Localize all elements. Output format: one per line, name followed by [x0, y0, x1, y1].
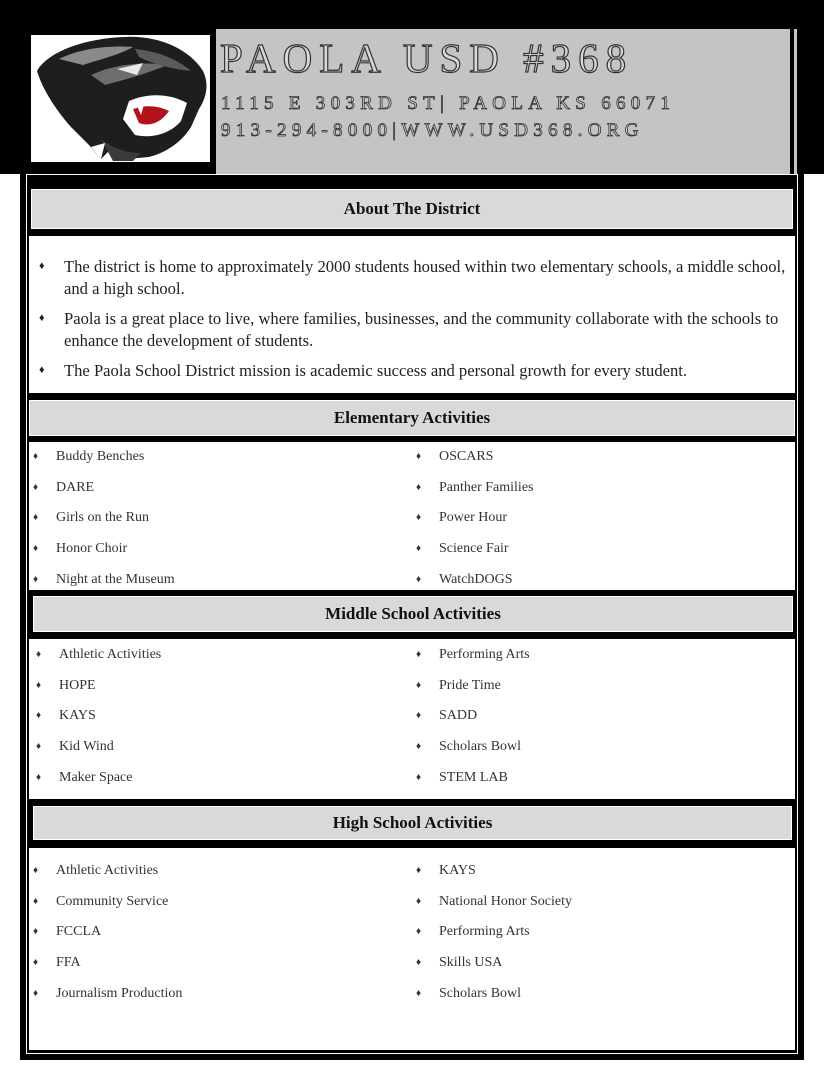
list-item: ♦ KAYS: [412, 856, 795, 887]
high-left-column: [29, 856, 412, 1009]
middle-left-column: [29, 640, 412, 793]
diamond-bullet-icon: ♦: [33, 573, 39, 585]
diamond-bullet-icon: ♦: [39, 260, 45, 272]
list-item: ♦ FCCLA: [29, 917, 412, 948]
list-item: ♦ SADD: [412, 701, 795, 732]
diamond-bullet-icon: ♦: [33, 987, 39, 999]
list-item: ♦ Athletic Activities: [32, 640, 412, 671]
diamond-bullet-icon: ♦: [416, 451, 422, 463]
list-item: ♦ The Paola School District mission is academic success and personal growth for every student.: [39, 361, 688, 380]
list-item: ♦ Athletic Activities: [29, 856, 412, 887]
high-school-panel: [29, 848, 795, 1050]
list-item: ♦ Night at the Museum: [29, 564, 412, 595]
diamond-bullet-icon: ♦: [33, 865, 39, 877]
diamond-bullet-icon: ♦: [416, 741, 422, 753]
diamond-bullet-icon: ♦: [33, 926, 39, 938]
list-item: ♦ DARE: [29, 473, 412, 504]
list-item: ♦ Skills USA: [412, 948, 795, 979]
diamond-bullet-icon: ♦: [416, 481, 422, 493]
middle-right-column: [412, 640, 795, 793]
list-item: ♦ Pride Time: [412, 671, 795, 702]
list-item: ♦ The district is home to approximately 2000 students housed within two elementary schools, a middle school, and a high school.: [39, 257, 786, 298]
list-item: ♦ Girls on the Run: [29, 503, 412, 534]
list-item: ♦ Journalism Production: [29, 978, 412, 1009]
list-item: ♦ Honor Choir: [29, 534, 412, 565]
diamond-bullet-icon: ♦: [416, 679, 422, 691]
diamond-bullet-icon: ♦: [416, 771, 422, 783]
list-item: ♦ WatchDOGS: [412, 564, 795, 595]
about-heading: About The District: [31, 189, 793, 229]
list-item: ♦ Maker Space: [32, 762, 412, 793]
list-item: ♦ Science Fair: [412, 534, 795, 565]
list-item: ♦ HOPE: [32, 671, 412, 702]
list-item: ♦ FFA: [29, 948, 412, 979]
district-address: 1115 E 303RD ST| PAOLA KS 66071: [221, 93, 676, 114]
district-name: PAOLA USD #368: [220, 35, 634, 81]
diamond-bullet-icon: ♦: [416, 865, 422, 877]
diamond-bullet-icon: ♦: [36, 710, 42, 722]
list-item: ♦ STEM LAB: [412, 762, 795, 793]
elementary-panel: [29, 442, 795, 590]
elementary-heading: Elementary Activities: [29, 400, 795, 436]
list-item: ♦ KAYS: [32, 701, 412, 732]
diamond-bullet-icon: ♦: [36, 741, 42, 753]
list-item: ♦ Panther Families: [412, 473, 795, 504]
diamond-bullet-icon: ♦: [36, 679, 42, 691]
list-item: ♦ Power Hour: [412, 503, 795, 534]
header-side-strip: [794, 29, 797, 174]
diamond-bullet-icon: ♦: [33, 957, 39, 969]
diamond-bullet-icon: ♦: [33, 512, 39, 524]
list-item: ♦ Performing Arts: [412, 917, 795, 948]
list-item: ♦ Scholars Bowl: [412, 978, 795, 1009]
diamond-bullet-icon: ♦: [39, 312, 45, 324]
list-item: ♦ Kid Wind: [32, 732, 412, 763]
diamond-bullet-icon: ♦: [33, 895, 39, 907]
diamond-bullet-icon: ♦: [416, 987, 422, 999]
elementary-right-column: [412, 442, 795, 595]
about-panel: [29, 236, 795, 393]
list-item: ♦ Community Service: [29, 887, 412, 918]
list-item: ♦ Paola is a great place to live, where families, businesses, and the community collaborate with the schools to enhance the development of students.: [39, 309, 779, 350]
diamond-bullet-icon: ♦: [416, 926, 422, 938]
diamond-bullet-icon: ♦: [416, 895, 422, 907]
diamond-bullet-icon: ♦: [416, 512, 422, 524]
diamond-bullet-icon: ♦: [416, 543, 422, 555]
diamond-bullet-icon: ♦: [33, 451, 39, 463]
high-school-heading: High School Activities: [33, 806, 792, 840]
diamond-bullet-icon: ♦: [36, 771, 42, 783]
list-item: ♦ Performing Arts: [412, 640, 795, 671]
diamond-bullet-icon: ♦: [33, 543, 39, 555]
diamond-bullet-icon: ♦: [39, 364, 45, 376]
list-item: ♦ National Honor Society: [412, 887, 795, 918]
list-item: ♦ Buddy Benches: [29, 442, 412, 473]
district-contact: 913-294-8000|WWW.USD368.ORG: [221, 120, 644, 141]
diamond-bullet-icon: ♦: [416, 710, 422, 722]
panther-head-icon: [31, 35, 210, 162]
diamond-bullet-icon: ♦: [36, 649, 42, 661]
diamond-bullet-icon: ♦: [416, 573, 422, 585]
middle-school-panel: [29, 639, 795, 799]
list-item: ♦ Scholars Bowl: [412, 732, 795, 763]
diamond-bullet-icon: ♦: [416, 649, 422, 661]
list-item: ♦ OSCARS: [412, 442, 795, 473]
middle-school-heading: Middle School Activities: [33, 596, 793, 632]
diamond-bullet-icon: ♦: [416, 957, 422, 969]
elementary-left-column: [29, 442, 412, 595]
about-list: [29, 236, 795, 382]
panther-logo: [31, 35, 210, 162]
high-right-column: [412, 856, 795, 1009]
diamond-bullet-icon: ♦: [33, 481, 39, 493]
